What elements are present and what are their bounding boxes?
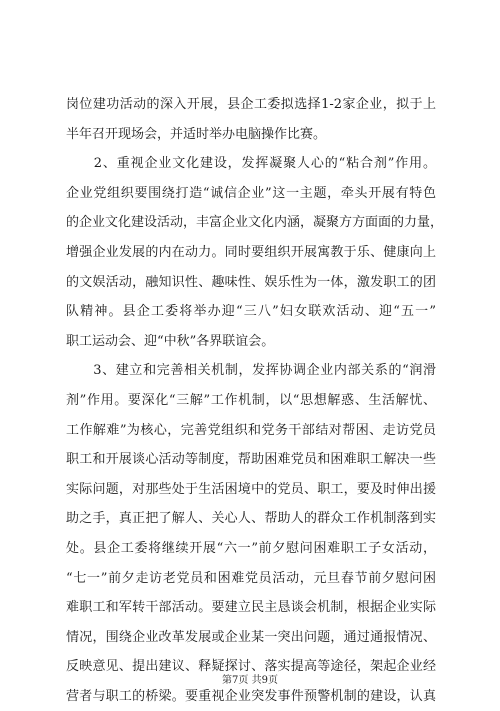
- text-line: 的企业文化建设活动，丰富企业文化内涵，凝聚方方面面的力量，: [66, 215, 444, 231]
- text-line: 队精神。县企工委将举办迎“三八”妇女联欢活动、迎“五一”: [66, 304, 436, 320]
- text-line: 营者与职工的桥梁。要重视企业突发事件预警机制的建设，认真: [66, 688, 436, 704]
- text-line: 反映意见、提出建议、释疑探讨、落实提高等途径，架起企业经: [66, 659, 436, 675]
- text-line: 的文娱活动，融知识性、趣味性、娱乐性为一体，激发职工的团: [66, 274, 436, 290]
- text-line: “七一”前夕走访老党员和困难党员活动，元旦春节前夕慰问困: [66, 570, 436, 586]
- text-line: 剂”作用。要深化“三解”工作机制，以“思想解惑、生活解忧、: [66, 392, 436, 408]
- text-line: 助之手，真正把了解人、关心人、帮助人的群众工作机制落到实: [66, 511, 436, 527]
- text-line: 职工和开展谈心活动等制度，帮助困难党员和困难职工解决一些: [66, 452, 436, 468]
- text-line: 半年召开现场会，并适时举办电脑操作比赛。: [66, 126, 327, 142]
- text-line: 处。县企工委将继续开展“六一”前夕慰问困难职工子女活动，: [66, 540, 436, 556]
- text-line: 实际问题，对那些处于生活困境中的党员、职工，要及时伸出援: [66, 481, 436, 497]
- text-line: 岗位建功活动的深入开展，县企工委拟选择1-2家企业，拟于上: [66, 97, 436, 112]
- text-line: 3、建立和完善相关机制，发挥协调企业内部关系的“润滑: [66, 363, 436, 379]
- text-line: 难职工和军转干部活动。要建立民主恳谈会机制，根据企业实际: [66, 600, 436, 616]
- text-line: 职工运动会、迎“中秋”各界联谊会。: [66, 333, 275, 349]
- text-line: 情况，围绕企业改革发展或企业某一突出问题，通过通报情况、: [66, 629, 436, 645]
- text-line: 工作解难”为核心，完善党组织和党务干部结对帮困、走访党员: [66, 422, 436, 438]
- document-body: [66, 90, 444, 711]
- text-line: 企业党组织要围绕打造“诚信企业”这一主题，牵头开展有特色: [66, 185, 436, 201]
- page-footer: 第7页 共9页: [222, 675, 278, 686]
- text-line: 增强企业发展的内在动力。同时要组织开展寓教于乐、健康向上: [66, 244, 436, 260]
- text-line: 2、重视企业文化建设，发挥凝聚人心的“粘合剂”作用。: [66, 156, 436, 172]
